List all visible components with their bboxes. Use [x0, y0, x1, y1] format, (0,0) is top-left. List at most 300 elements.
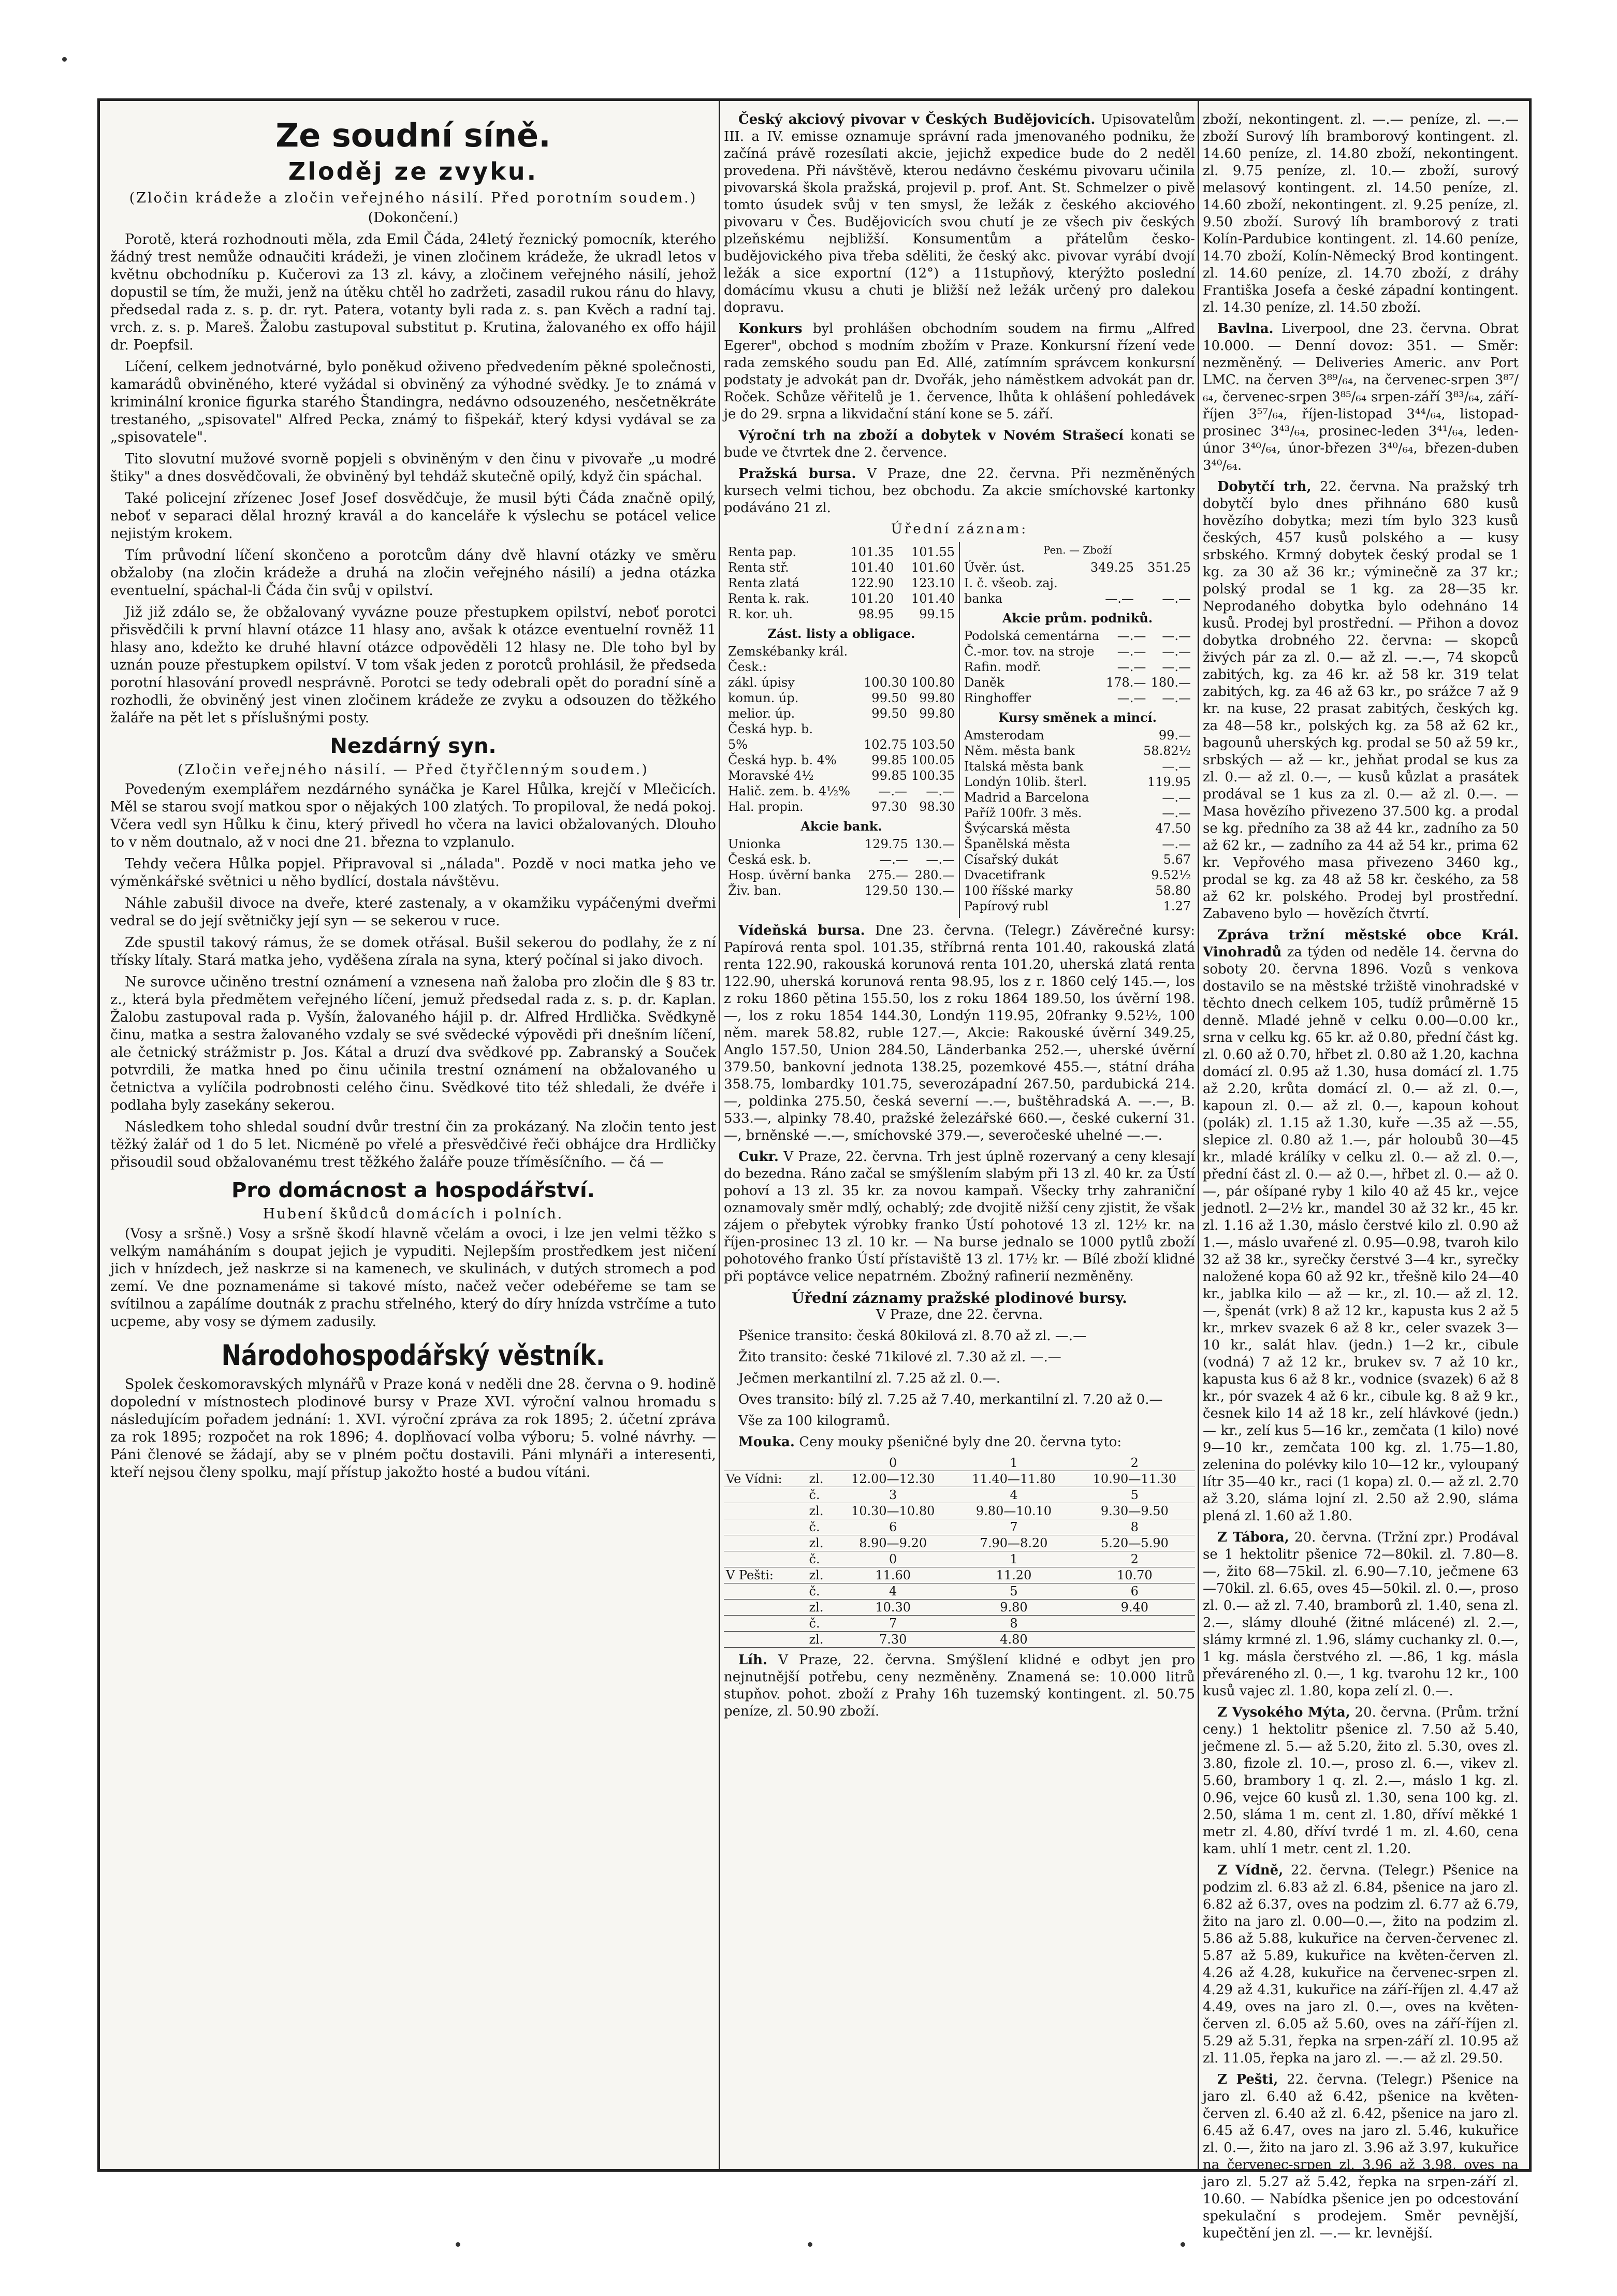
item-lead: Z Tábora, [1217, 1530, 1289, 1545]
flour-row [724, 1503, 1195, 1519]
row-value: 123.10 [911, 576, 955, 590]
row-label: Podolská cementárna [964, 629, 1100, 643]
row-label: Česká esk. b. [728, 852, 811, 867]
table-row [726, 867, 957, 883]
unit-label: č. [807, 1583, 833, 1600]
table-row [962, 591, 1193, 606]
table-row [726, 591, 957, 606]
row-label: Rafin. modř. [964, 660, 1041, 674]
grain-price-line: Pšenice transito: česká 80kilová zl. 8.70 až zl. —.— [738, 1328, 1087, 1344]
grain-price-line: Ječmen merkantilní zl. 7.25 až zl. 0.—. [738, 1371, 1001, 1386]
row-label: Unionka [728, 837, 781, 851]
row-value: —.— [1162, 591, 1191, 606]
flour-price: 8 [953, 1616, 1074, 1632]
row-value: 58.82½ [1143, 744, 1191, 758]
grain-price-line: Oves transito: bílý zl. 7.25 až 7.40, merkantilní zl. 7.20 až 0.— [738, 1392, 1163, 1407]
row-label: R. kor. uh. [728, 607, 793, 621]
flour-grade: 0 [833, 1455, 953, 1471]
row-label: Hosp. úvěrní banka [728, 868, 851, 882]
flour-price: 12.00—12.30 [833, 1471, 953, 1487]
article-paragraph: Náhle zabušil divoce na dveře, které zastenaly, a v okamžiku vypáčenými dveřmi vedral se do její světničky její syn — se sekerou v ruce. [110, 895, 716, 929]
unit-label: č. [807, 1519, 833, 1535]
row-value: 101.20 [850, 591, 894, 606]
row-value: 178.— [1105, 675, 1146, 690]
item-text: V Praze, 22. června. Trh jest úplně rozervaný a ceny klesají do bezedna. Ráno začal se smýšlením slabým při 13 zl. 40 kr. za Ústí pohoví a 13 zl. 35 kr. za novou kampaň. Všecky trhy zahraniční oznamovaly směr mdlý, ochablý; zde dvojitě nižší ceny zjistit, že však zájem o přebytek výrobky franko Ústí pohotové 13 zl. 12½ kr. na říjen-prosinec 13 zl. 10 kr. — Na burse jednalo se 1000 pytlů zboží pohotového franko Ústí přístaviště 13 zl. 17½ kr. — Bílé zboží klidné při poptávce velice nepatrném. Zbožný rafinerií nezměněny. [724, 1149, 1196, 1284]
row-value: 47.50 [1155, 821, 1191, 836]
item-lead: Mouka. [738, 1434, 795, 1450]
flour-price [1074, 1632, 1195, 1648]
row-label: Londýn 10lib. šterl. [964, 775, 1087, 789]
flour-row-label [724, 1583, 807, 1600]
flour-row [724, 1583, 1195, 1600]
flour-row [724, 1632, 1195, 1648]
flour-price: 0 [833, 1551, 953, 1567]
flour-row-label [724, 1487, 807, 1503]
exchange-table [724, 542, 1195, 918]
article-subtitle: (Zločin krádeže a zločin veřejného násilí. Před porotním soudem.) [129, 190, 697, 206]
item-text: Liverpool, dne 23. června. Obrat 10.000. — Denní dovoz: 351. — Směr: nezměněný. — Deliveries Americ. anv Port LMC. na červen 3⁸⁹/₆₄, na červenec-srpen 3⁸⁷/₆₄, červenec-srpen 3⁸⁵/₆₄ srpen-září 3⁸³/₆₄, září-říjen 3⁵⁷/₆₄, říjen-listopad 3⁴⁴/₆₄, listopad-prosinec 3⁴³/₆₄, prosinec-leden 3⁴¹/₆₄, leden-únor 3⁴⁰/₆₄, únor-březen 3⁴⁰/₆₄, březen-duben 3⁴⁰/₆₄. [1203, 321, 1519, 473]
row-value: —.— [1162, 644, 1191, 659]
flour-row [724, 1535, 1195, 1551]
article-paragraph: Porotě, která rozhodnouti měla, zda Emil Čáda, 24letý řeznický pomocník, kterého žádný trest nemůže odnaučiti krádeži, je vinen zločinem krádeže, že ukradl letos v květnu obchodníku p. Kučerovi za 13 zl. kávy, a zločinem veřejného násilí, jehož dopustil se tím, že muži, jenž na útěku chtěl ho zadržeti, zasadil rukou ránu do hlavy, předsedal rada z. s. p. dr. ryt. Patera, votanty byli rada z. s. pan Kvěch a radní taj. vrch. z. s. p. Mareš. Žalobu zastupoval substitut p. Krutina, žalovaného ex offo hájil dr. Poepfsil. [110, 231, 716, 353]
item-text: V Praze, 22. června. Smýšlení klidné e odbyt jen pro nejnutnější potřebu, ceny nezměněny. Znamená se: 10.000 litrů stupňov. pohot. zboží z Prahy 16h tuzemský kontingent. zl. 50.75 peníze, zl. 50.90 zboží. [724, 1652, 1195, 1719]
row-label: Daněk [964, 675, 1004, 690]
flour-price: 2 [1074, 1551, 1195, 1567]
unit-label: zl. [807, 1503, 833, 1519]
row-label: 5% [728, 737, 748, 752]
item-lead: Z Pešti, [1217, 2072, 1278, 2087]
row-label: Papírový rubl [964, 899, 1049, 913]
row-value: 99.15 [919, 607, 955, 621]
item-lead: Líh. [738, 1652, 768, 1668]
flour-row-label [724, 1455, 807, 1471]
table-row [726, 783, 957, 799]
row-value: 98.95 [858, 607, 894, 621]
row-value: 99.80 [919, 706, 955, 721]
row-label: Španělská města [964, 837, 1071, 851]
row-value: 101.60 [911, 560, 955, 575]
article-paragraph: Povedeným exemplářem nezdárného synáčka je Karel Hůlka, krejčí v Mlečicích. Měl se starou svojí matkou spor o nějakých 100 zlatých. To propiloval, že nedá pokoj. Včera vedl syn Hůlku k činu, který přivedl ho včera na lavici obžalovaných. Dlouho to v něm doutnalo, až v noci dne 21. března to vzplanulo. [110, 781, 716, 850]
unit-label: zl. [807, 1600, 833, 1616]
table-row [726, 836, 957, 852]
article-title: Nezdárný syn. [330, 734, 497, 758]
row-value: —.— [1117, 660, 1146, 674]
row-label: Renta stř. [728, 560, 789, 575]
bank-shares-list [726, 836, 957, 898]
flour-row [724, 1471, 1195, 1487]
flour-price: 11.20 [953, 1567, 1074, 1583]
row-value: —.— [926, 784, 955, 798]
row-value: —.— [1117, 644, 1146, 659]
row-value: 129.75 [864, 837, 908, 851]
item-lead: Výroční trh na zboží a dobytek v Novém Strašecí [738, 428, 1124, 443]
item-text: 22. června. Na pražský trh dobytčí bylo dnes přihnáno 680 kusů hovězího dobytka; mezi tím bylo 323 kusů českých, 457 kusů polského a — kusy srbského. Krmný dobytek český prodal se 1 kg. za 30 až 36 kr.; výminečně za 37 kr.; polský prodal se 1 kg. za 28—35 kr. Neprodaného dobytka bylo odehnáno 14 kusů. Prodej byl prostřední. — Přihon a dovoz dobytka drobného 22. června: — skopců živých pár za zl. 0.— až zl. —.—, 74 skopců zabitých, kg. za 46 kr. až 58 kr. 319 telat zabitých, kg. za 46 až 63 kr., po srážce 7 až 9 kr. na kuse, 22 prasat zabitých, českých kg. za 48—58 kr., polských kg. za 58 až 62 kr., bagounů uherských kg. prodal se 50 až 59 kr., srbských — až — kr., jehňat prodal se kus za zl. 0.— až zl. 0.—, — kusů kůzlat a prasátek prodával se 1 kus za zl. 0.— až zl. 0.—. — Masa hovězího přivezeno 37.500 kg. a prodal se kg. předního za 38 až 44 kr., zadního za 50 až 62 kr., — zadního za 44 až 54 kr., prima 62 kr. Vepřového masa přivezeno 3460 kg., prodal se kg. za 48 až 58 kr. českého, za 58 až 62 kr. polského. Prodej byl prostřední. Zabaveno bylo — hovězích čtvrtí. [1203, 479, 1519, 922]
bonds-list [726, 544, 957, 622]
row-label: Moravské 4½ [728, 768, 814, 783]
row-value: 351.25 [1147, 560, 1191, 575]
item-text: konati se bude ve čtvrtek dne 2. července. [724, 428, 1195, 460]
unit-label [807, 1455, 833, 1471]
flour-price: 7 [833, 1616, 953, 1632]
row-label: I. č. všeob. zaj. [964, 576, 1058, 590]
row-value: 58.80 [1155, 883, 1191, 898]
flour-price: 5.20—5.90 [1074, 1535, 1195, 1551]
row-value [1079, 575, 1136, 591]
row-value: —.— [926, 852, 955, 867]
flour-price: 6 [1074, 1583, 1195, 1600]
row-value [862, 721, 909, 737]
flour-grade: 2 [1074, 1455, 1195, 1471]
flour-row [724, 1519, 1195, 1535]
row-value: 280.— [914, 868, 955, 882]
row-value: 97.30 [871, 800, 908, 814]
column-rule [719, 101, 720, 2169]
row-value: 5.67 [1163, 852, 1191, 867]
flour-row-label [724, 1551, 807, 1567]
row-label: Renta pap. [728, 545, 796, 559]
row-value [909, 644, 957, 675]
row-value: 122.90 [850, 576, 894, 590]
table-row [726, 706, 957, 721]
row-value: —.— [1162, 759, 1191, 774]
row-value: 275.— [868, 868, 908, 882]
flour-row [724, 1551, 1195, 1567]
newspaper-page [97, 98, 1532, 2241]
table-row [962, 790, 1193, 805]
unit-label: č. [807, 1487, 833, 1503]
item-lead: Z Vysokého Mýta, [1217, 1705, 1350, 1720]
flour-price: 4 [953, 1487, 1074, 1503]
table-row [962, 675, 1193, 690]
item-text: Upisovatelům III. a IV. emisse oznamuje správní rada jmenovaného podniku, že začíná právě rozesílati akcie, jejichž expedice bude do 2 neděl provedena. Při návštěvě, kterou nedávno českému pivovaru učinila pivovarská škola pražská, projevil p. prof. Ant. St. Schmelzer o pivě tomto úsudek svůj v ten smysl, že ležák z českého akciového pivovaru v Čes. Budějovicích svou chutí je ze všech piv českých plzeňskému nejbližší. Konsumentům a přátelům česko-budějovického piva třeba sděliti, že český akc. pivovar vyrábí dvojí ležák a sice exportní (12°) a 11stupňový, kterýžto poslední domácímu vkusu a chuti je bližší než ležák určený pro dalekou dopravu. [724, 112, 1196, 315]
row-value: —.— [1117, 629, 1146, 643]
flour-price: 9.80—10.10 [953, 1503, 1074, 1519]
table-row [726, 852, 957, 867]
flour-grade: 1 [953, 1455, 1074, 1471]
row-value: 99.50 [871, 691, 908, 705]
flour-price: 8 [1074, 1519, 1195, 1535]
mortgage-list [726, 644, 957, 815]
row-value: 99.85 [871, 768, 908, 783]
flour-row [724, 1487, 1195, 1503]
item-text: 20. června. (Prům. tržní ceny.) 1 hektolitr pšenice zl. 7.50 až 5.40, ječmene zl. 5.— až 5.20, žito zl. 5.30, oves zl. 3.80, fizole zl. 10.—, proso zl. 6.—, vikev zl. 5.60, brambory 1 q. zl. 2.—, máslo 1 kg. zl. 0.96, vejce 60 kusů zl. 1.30, sena 100 kg. zl. 2.50, sláma 1 m. cent zl. 1.80, dříví měkké 1 metr zl. 4.80, dříví tvrdé 1 m. zl. 4.60, cena kam. uhlí 1 metr. cent zl. 1.20. [1203, 1705, 1519, 1857]
table-row [726, 560, 957, 575]
row-value: 349.25 [1090, 560, 1134, 575]
bills-list [962, 728, 1193, 914]
row-label: Živ. ban. [728, 883, 782, 898]
table-row [962, 743, 1193, 759]
row-label: Amsterodam [964, 728, 1044, 743]
row-value: 101.35 [850, 545, 894, 559]
unit-label: zl. [807, 1535, 833, 1551]
flour-row [724, 1567, 1195, 1583]
item-text: 20. června. (Tržní zpr.) Prodával se 1 hektolitr pšenice 72—80kil. zl. 7.80—8.—, žito 68—75kil. zl. 6.90—7.10, ječmene 63—70kil. zl. 6.65, oves 45—50kil. zl. 0.—, proso zl. 0.— až zl. 7.40, bramborů zl. 1.40, sena zl. 2.—, slámy dlouhé (žitné mlácené) zl. 2.—, slámy krmné zl. 1.96, slámy cuchanky zl. 0.—, 1 kg. másla čerstvého zl. —.86, 1 kg. másla převáreného zl. 0.—, 1 kg. tvarohu 12 kr., 100 kusů vajec zl. 1.80, kopa zelí zl. 0.—. [1203, 1530, 1519, 1699]
row-value: 180.— [1150, 675, 1191, 690]
flour-price: 9.40 [1074, 1600, 1195, 1616]
article-paragraph: Také policejní zřízenec Josef Josef dosvědčuje, že musil býti Čáda značně opilý, neboť v separaci dělal hrozný kravál a do kanceláře k výslechu se potácel velice nejistým krokem. [110, 490, 716, 542]
table-title: Úřední záznamy pražské plodinové bursy. [792, 1289, 1127, 1306]
row-label: Hal. propin. [728, 800, 804, 814]
table-row [726, 606, 957, 622]
item-text: Dne 23. června. (Telegr.) Závěrečné kursy: Papírová renta spol. 101.35, stříbrná renta 101.40, rakouská zlatá renta 122.90, rakouská korunová renta 101.20, uherská zlatá renta 122.90, uherská korunová renta 98.95, los z r. 1860 celý 145.—, los z roku 1860 pětina 155.50, los z roku 1864 189.50, los úvěrní 198.—, los z roku 1854 144.30, Londýn 119.95, 20franky 9.52½, 100 něm. marek 58.82, ruble 127.—, Akcie: Rakouské úvěrní 349.25, Anglo 157.50, Union 284.50, Länderbanka 252.—, uherské úvěrní 379.50, bankovní jednota 138.25, pozemkové 455.—, státní dráha 358.75, lombardky 101.75, severozápadní 267.50, pardubická 214.—, poldinka 275.50, česká severní —.—, buštěhradská A. —.—, B. 533.—, alpinky 78.40, pražské železářské 660.—, české cukerní 31.—, brněnské —.—, smíchovské 379.—, severočeské uhelné —.—. [724, 923, 1196, 1143]
row-value: 100.30 [864, 675, 908, 690]
column-markets [1203, 111, 1519, 2241]
grain-price-line: Žito transito: české 71kilové zl. 7.30 až zl. —.— [738, 1349, 1061, 1365]
row-value: —.— [1105, 591, 1134, 606]
flour-price: 9.80 [953, 1600, 1074, 1616]
row-value: 129.50 [864, 883, 908, 898]
continuation-note: (Dokončení.) [368, 210, 459, 226]
flour-price: 9.30—9.50 [1074, 1503, 1195, 1519]
flour-row-label: Ve Vídni: [724, 1471, 807, 1487]
row-label: Halič. zem. b. 4½% [728, 784, 851, 798]
flour-price: 4.80 [953, 1632, 1074, 1648]
table-row [962, 575, 1193, 591]
table-row [962, 836, 1193, 852]
flour-price: 5 [1074, 1487, 1195, 1503]
grain-price-line: Vše za 100 kilogramů. [738, 1413, 891, 1429]
table-section-heading: Akcie prům. podniků. [1002, 611, 1153, 626]
row-value: —.— [1162, 660, 1191, 674]
row-label: Česká hyp. b. [728, 722, 813, 736]
article-title: Pro domácnost a hospodářství. [231, 1179, 595, 1202]
row-value: 98.30 [919, 800, 955, 814]
unit-label: zl. [807, 1632, 833, 1648]
row-label: Císařský dukát [964, 852, 1058, 867]
table-row [962, 821, 1193, 836]
table-row [726, 721, 957, 737]
section-heading: Ze soudní síně. [275, 117, 551, 154]
article-paragraph: Tito slovutní mužové svorně popjeli s obviněným v den činu v pivovaře „u modré štiky" a dnes dosvědčovali, že obviněný byl tehdáž skutečně opilý, když čin spáchal. [110, 451, 716, 485]
flour-row-label [724, 1519, 807, 1535]
article-paragraph: zboží, nekontingent. zl. —.— peníze, zl. —.— zboží Surový líh bramborový kontingent. zl. 14.60 peníze, zl. 14.80 zboží, nekontingent. zl. 9.75 peníze, zl. 10.— zboží, surový melasový kontingent. zl. 14.50 peníze, zl. 14.60 zboží, nekontingent. zl. 9.25 peníze, zl. 9.50 zboží. Surový líh bramborový z trati Kolín-Pardubice kontingent. zl. 14.60 peníze, 14.70 zboží, Kolín-Německý Brod kontingent. zl. 14.60 peníze, zl. 14.70 zboží, z dráhy Františka Josefa a české západní kontingent. zl. 14.30 peníze, zl. 14.50 zboží. [1203, 112, 1519, 315]
flour-price: 10.30 [833, 1600, 953, 1616]
row-label: Dvacetifrank [964, 868, 1045, 882]
flour-price: 10.70 [1074, 1567, 1195, 1583]
item-lead: Z Vídně, [1217, 1863, 1284, 1878]
row-label: Renta zlatá [728, 576, 799, 590]
article-paragraph: Následkem toho shledal soudní dvůr trestní čin za prokázaný. Na zločin tento jest těžký žalář od 1 do 5 let. Nicméně po vřelé a přesvědčivé řeči obhájce dra Hrdličky přisoudil soud obžalovanému trest těžkého žaláře pouze tříměsíčního. — čá — [110, 1119, 716, 1170]
item-text: byl prohlášen obchodním soudem na firmu „Alfred Egerer", obchod s modním zbožím v Praze. Konkursní řízení vede rada zemského soudu pan Ed. Allé, zatímním správcem konkursní podstaty je advokát pan dr. Dvořák, jeho náměstkem advokát pan dr. Roček. Schůze věřitelů je 1. července, lhůta k ohlášení pohledávek je do 29. srpna a likvidační stání kone se 5. září. [724, 321, 1195, 422]
row-label: Madrid a Barcelona [964, 790, 1089, 805]
row-label: Ringhoffer [964, 691, 1031, 705]
table-row [962, 805, 1193, 821]
table-row [962, 690, 1193, 706]
unit-label: zl. [807, 1471, 833, 1487]
table-row [726, 799, 957, 815]
table-row [962, 867, 1193, 883]
row-value: 130.— [914, 837, 955, 851]
flour-price: 3 [833, 1487, 953, 1503]
credit-list [962, 560, 1193, 606]
table-title: Úřední záznam: [891, 521, 1028, 537]
row-value: 1.27 [1163, 899, 1191, 913]
row-value: —.— [878, 784, 908, 798]
row-label: Česká hyp. b. 4% [728, 753, 837, 767]
row-label: Švýcarská města [964, 821, 1070, 836]
row-value: —.— [1117, 691, 1146, 705]
item-lead: Dobytčí trh, [1217, 479, 1312, 495]
flour-price: 7.90—8.20 [953, 1535, 1074, 1551]
flour-price: 1 [953, 1551, 1074, 1567]
flour-row-label: V Pešti: [724, 1567, 807, 1583]
flour-price: 6 [833, 1519, 953, 1535]
item-text: V Praze, dne 22. června. Při nezměněných kursech velmi tichou, bez obchodu. Za akcie smíchovské kartonky podáváno 21 zl. [724, 466, 1195, 516]
item-lead: Český akciový pivovar v Českých Budějovicích. [738, 112, 1096, 127]
row-value: 99.80 [919, 691, 955, 705]
flour-price: 11.40—11.80 [953, 1471, 1074, 1487]
row-value: 101.40 [850, 560, 894, 575]
table-row [962, 852, 1193, 867]
row-label: Renta k. rak. [728, 591, 810, 606]
article-paragraph: Již již zdálo se, že obžalovaný vyvázne pouze přestupkem opilství, neboť porotci přisvědčili k první hlavní otázce 11 hlasy ano, avšak k otázce eventuelní rovněž 11 hlasy ano, kdežto ke druhé hlavní otázce odpověděli 12 hlasy ne. Dle toho byl by uznán pouze přestupkem opilství. V tom však jeden z porotců prohlásil, že předseda porotní hlasování provedl nesprávně. Porotci se tedy odebrali opět do poradní síně a rozhodli, že obviněný jest vinen zločinem krádeže ze zvyku a odsouzen do těžkého žaláře na pět let s příslušnými posty. [110, 604, 716, 726]
scan-speck [808, 2242, 812, 2247]
table-section-heading: Kursy směnek a mincí. [998, 710, 1157, 725]
article-subtitle: Hubení škůdců domácích i polních. [263, 1206, 564, 1222]
row-value: —.— [1162, 629, 1191, 643]
table-row [726, 752, 957, 768]
article-title: Zloděj ze zvyku. [288, 157, 538, 185]
unit-label: č. [807, 1551, 833, 1567]
row-value: 130.— [914, 883, 955, 898]
article-paragraph: (Vosy a sršně.) Vosy a sršně škodí hlavně včelám a ovoci, i lze jen velmi těžko s velkým namáháním s doupat jejich je vypuditi. Nejlepším prostředkem jest ničení jich v hnízdech, jež naskrze si na kamenech, ve skulinách, v dutých stromech a pod zemí. Ve dne poznamenáme si takové místo, načež večer odebéřeme se tam se svítilnou a zapálíme doutnák z prachu střelného, který do díry hnízda vstrčíme a tuto ucpeme, aby vosy se dýmem zadusily. [110, 1226, 716, 1330]
flour-row-label [724, 1535, 807, 1551]
row-value: —.— [1162, 790, 1191, 805]
date-line: V Praze, dne 22. června. [876, 1307, 1043, 1323]
section-heading: Národohospodářský věstník. [221, 1339, 605, 1372]
row-value: 103.50 [911, 737, 955, 752]
article-subtitle: (Zločin veřejného násilí. — Před čtyřčlenným soudem.) [178, 762, 649, 778]
row-label: Italská města bank [964, 759, 1084, 774]
flour-row-label [724, 1600, 807, 1616]
item-lead: Bavlna. [1217, 321, 1274, 337]
table-row [726, 690, 957, 706]
flour-price: 7 [953, 1519, 1074, 1535]
item-lead: Cukr. [738, 1149, 779, 1165]
row-value: 99.85 [871, 753, 908, 767]
scan-speck [1181, 2242, 1185, 2247]
flour-price: 8.90—9.20 [833, 1535, 953, 1551]
flour-price-table [724, 1455, 1195, 1648]
table-row [726, 768, 957, 783]
item-lead: Vídeňská bursa. [738, 923, 865, 938]
table-row [726, 544, 957, 560]
flour-row [724, 1600, 1195, 1616]
article-paragraph: Zde spustil takový rámus, že se domek otřásal. Bušil sekerou do podlahy, že z ní třísky lítaly. Stará matka jeho, vyděšena zírala na syna, který počínal si jako divoch. [110, 935, 716, 968]
table-row [962, 759, 1193, 774]
table-row [726, 883, 957, 898]
table-row [962, 898, 1193, 914]
flour-row-label [724, 1632, 807, 1648]
flour-row-label [724, 1503, 807, 1519]
flour-price: 7.30 [833, 1632, 953, 1648]
item-text: 22. června. (Telegr.) Pšenice na jaro zl. 6.40 až 6.42, pšenice na květen-červen zl. 6.40 až zl. 6.42, pšenice na jaro zl. 6.45 až 6.47, oves na jaro zl. 5.46, kukuřice zl. 0.—, žito na jaro zl. 3.96 až 3.97, kukuřice na červenec-srpen zl. 3.96 až 3.98, oves na jaro zl. 5.27 až 5.42, řepka na srpen-září zl. 10.60. — Nabídka pšenice jen po odcestování spekulační s prodejem. Směr pevnější, kupečtění jen zl. —.— kr. levnější. [1203, 2072, 1519, 2241]
table-row [726, 675, 957, 690]
industrial-shares-list [962, 628, 1193, 706]
unit-label: zl. [807, 1567, 833, 1583]
row-value: —.— [879, 852, 908, 867]
flour-price: 4 [833, 1583, 953, 1600]
grain-list [724, 1328, 1195, 1430]
table-row [726, 737, 957, 752]
article-paragraph: Líčení, celkem jednotvárné, bylo poněkud oživeno předvedením pěkné společnosti, kamarádů obviněného, které vyžádal si obviněný za výhodné svědky. Je to známá v kriminální kronice figurka starého Štandingra, nedávno odsouzeného, nesčetněkráte trestaného, „spisovatel" Alfred Pecka, známý to fišpekář, který kdysi vydával se za „spisovatele". [110, 359, 716, 445]
flour-row-label [724, 1616, 807, 1632]
flour-price: 5 [953, 1583, 1074, 1600]
flour-price: 10.90—11.30 [1074, 1471, 1195, 1487]
row-value: —.— [1162, 806, 1191, 820]
item-lead: Zpráva tržní městské obce Král. Vinohradů [1203, 927, 1519, 960]
flour-price: 10.30—10.80 [833, 1503, 953, 1519]
row-value: 101.55 [911, 545, 955, 559]
unit-label: č. [807, 1616, 833, 1632]
row-label: banka [964, 591, 1002, 606]
table-row [962, 883, 1193, 898]
item-text: 22. června. (Telegr.) Pšenice na podzim zl. 6.83 až zl. 6.84, pšenice na jaro zl. 6.82 až 6.37, oves na podzim zl. 6.77 až 6.79, žito na jaro zl. 0.00—0.—, žito na podzim zl. 5.86 až 5.88, kukuřice na červen-červenec zl. 5.87 až 5.89, kukuřice na květen-červen zl. 4.26 až 4.28, kukuřice na červenec-srpen zl. 4.29 až 4.31, kukuřice na září-říjen zl. 4.47 až 4.49, oves na jaro zl. 0.—, oves na květen-červen zl. 6.05 až 5.60, oves na září-říjen zl. 5.29 až 5.31, řepka na srpen-září zl. 10.95 až zl. 11.05, řepka na jaro zl. —.— až zl. 29.50. [1203, 1863, 1519, 2066]
row-value: 100.80 [911, 675, 955, 690]
row-label: Paříž 100fr. 3 měs. [964, 806, 1082, 820]
table-row [962, 628, 1193, 644]
table-row [962, 644, 1193, 659]
table-row [962, 774, 1193, 790]
flour-price [1074, 1616, 1195, 1632]
article-paragraph: Ne surovce učiněno trestní oznámení a vznesena naň žaloba pro zločin dle § 83 tr. z., která byla předmětem veřejného líčení, jemuž předsedal rada z. s. p. dr. Kaplan. Žalobu zastupoval rada p. Vyšín, žalovaného hájil p. dr. Alfred Hrdlička. Svědkyně činu, matka a sestra žalovaného vzdaly se své svědecké výpovědi při dnešním líčení, ale četnický strážmistr p. Jos. Kátal a druzí dva svědkové pp. Zabranský a Souček potvrdili, že matka hned po činu učinila trestní oznámení na obžalovaného u četnictva a vylíčila podrobnosti celého činu. Svědkové tito též shledali, že dvéře i podlaha byly zasekány sekerou. [110, 974, 716, 1113]
row-label: Č.-mor. tov. na stroje [964, 644, 1095, 659]
row-value: 99.50 [871, 706, 908, 721]
table-section-heading: Zást. listy a obligace. [767, 626, 915, 641]
row-value: —.— [1162, 837, 1191, 851]
row-value [909, 721, 957, 737]
row-label: komun. úp. [728, 691, 799, 705]
row-label: Něm. města bank [964, 744, 1075, 758]
row-value: 101.40 [911, 591, 955, 606]
row-label: Zemskébanky král. Česk.: [728, 644, 848, 674]
column-court [110, 111, 716, 2159]
row-value [862, 644, 909, 675]
row-value: —.— [1162, 691, 1191, 705]
row-label: zákl. úpisy [728, 675, 795, 690]
column-rule [1198, 101, 1199, 2169]
row-value: 99.— [1158, 728, 1191, 743]
scan-speck [62, 57, 67, 62]
table-row [726, 575, 957, 591]
row-value: 100.05 [911, 753, 955, 767]
row-value: 9.52½ [1151, 868, 1191, 882]
row-label: Úvěr. úst. [964, 560, 1025, 575]
article-paragraph: Spolek českomoravských mlynářů v Praze koná v neděli dne 28. června o 9. hodině dopolední v místnostech plodinové bursy v Praze XVI. výroční valnou hromadu s následujícím pořadem jednání: 1. XVI. výroční zpráva za rok 1895; 2. účetní zpráva za rok 1895; rozpočet na rok 1896; 4. doplňovací volba výboru; 5. volné návrhy. — Páni členové se žádají, aby se v plném počtu dostavili. Páni mlynáři a interesenti, kteří nejsou členy spolku, mají přístup jakožto hosté a budou vítáni. [110, 1376, 716, 1480]
row-value: 100.35 [911, 768, 955, 783]
flour-price: 11.60 [833, 1567, 953, 1583]
flour-row [724, 1616, 1195, 1632]
table-row [962, 659, 1193, 675]
table-row [726, 644, 957, 675]
table-row [962, 728, 1193, 743]
article-paragraph: Tím průvodní líčení skončeno a porotcům dány dvě hlavní otázky ve směru obžaloby (na zločin krádeže a druhá na zločin veřejného násilí) a jedna otázka eventuelní, spáchal-li Čáda čin svůj v opilství. [110, 547, 716, 599]
item-lead: Konkurs [738, 321, 803, 337]
scan-speck [456, 2242, 460, 2247]
item-lead: Pražská bursa. [738, 466, 856, 482]
row-value [1136, 575, 1193, 591]
row-value: 119.95 [1147, 775, 1191, 789]
row-label: 100 říšské marky [964, 883, 1073, 898]
table-section-heading: Akcie bank. [800, 819, 882, 834]
article-paragraph: Tehdy večera Hůlka popjel. Připravoval si „nálada". Pozdě v noci matka jeho ve výměnkářské světnici u něho bydlící, dostala návštěvu. [110, 856, 716, 890]
column-header: Pen. — Zboží [1043, 544, 1112, 556]
item-text: za týden od neděle 14. června do soboty 20. června 1896. Vozů s venkova dostavilo se na městské tržiště vinohradské v těchto dnech celkem 105, tudíž průměrně 15 denně. Mladé jehně v celku 0.00—0.00 kr., srna v celku kg. 65 kr. až 0.80, přední část kg. zl. 0.60 až 0.70, hřbet zl. 0.80 až 1.20, kachna domácí zl. 0.95 až 1.30, husa domácí zl. 1.75 až 2.20, krůta domácí zl. 0.— až zl. 0.—, kapoun zl. 0.— až zl. 0.—, kapoun kohout (polák) zl. 1.15 až 1.30, kuře —.35 až —.55, slepice zl. 0.80 až 1.—, pár holoubů 30—45 kr., mladé králíky v celku zl. 0.— až zl. 0.—, přední část zl. 0.— až 0.—, hřbet zl. 0.— až 0.—, pár ošípané ryby 1 kilo 40 až 45 kr., vejce jednotl. 2—2½ kr., mandel 30 až 32 kr., 45 kr. zl. 1.16 až 1.30, máslo čerstvé kilo zl. 0.90 až 1.—, máslo uvařené zl. 0.95—0.98, tvaroh kilo 32 až 38 kr., syrečky čerstvé 3—4 kr., syrečky naložené kopa 60 až 92 kr., třešně kilo 24—40 kr., jablka kilo — až — kr., zl. 10.— až zl. 12.—, špenát (vrk) 8 až 12 kr., kapusta kus 2 až 5 kr., mrkev svazek 6 až 8 kr., celer svazek 3—10 kr., salát hlav. (jedn.) 1—2 kr., cibule (vodná) 7 až 12 kr., brukev sv. 7 až 10 kr., kapusta kus 6 až 8 kr., vodnice (svazek) 6 až 8 kr., pór svazek 4 až 6 kr., cibule kg. 8 až 9 kr., česnek kilo 14 až 18 kr., zelí hlávkové (jedn.) — kr., zelí kus 5—16 kr., zemčata (1 kilo) nové 9—10 kr., zemčata 100 kg. zl. 1.75—1.80, zelenina do polévky kilo 10—12 kr., vyloupaný lítr 35—40 kr., raci (1 kopa) zl. 0.— až zl. 2.70 až 3.20, sláma lojní zl. 2.50 až 2.90, sláma plená zl. 1.60 až 1.80. [1203, 944, 1519, 1524]
column-economy [724, 111, 1195, 2159]
row-label: melior. úp. [728, 706, 795, 721]
table-row [962, 560, 1193, 575]
row-value: 102.75 [864, 737, 908, 752]
